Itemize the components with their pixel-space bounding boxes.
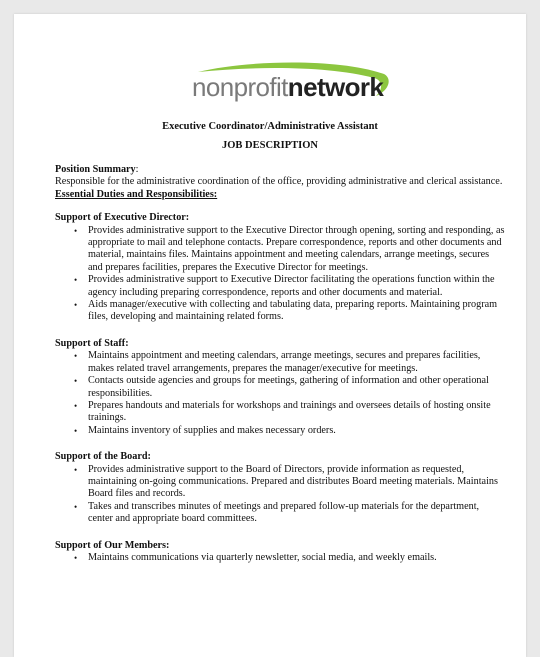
list-item	[55, 225, 505, 275]
essential-duties-heading: Essential Duties and Responsibilities:	[55, 188, 218, 200]
bullet-icon: •	[74, 552, 78, 563]
bullet-icon: •	[74, 225, 78, 236]
section-members	[55, 540, 505, 565]
bullet-icon: •	[74, 400, 78, 411]
section-heading: Support of Our Members:	[55, 539, 170, 551]
document-subtitle: JOB DESCRIPTION	[222, 140, 318, 151]
bullet-icon: •	[74, 425, 78, 436]
section-item-list	[55, 464, 505, 526]
list-item	[55, 375, 505, 400]
position-summary-heading	[55, 164, 505, 176]
nonprofit-network-logo	[178, 60, 398, 110]
list-item-text: Provides administrative support to the Board of Directors, provide information as requested, maintaining on-going communications. Prepared and distributes Board meeting materials. Maintains Board files and records.	[88, 463, 498, 500]
position-summary-label: Position Summary	[55, 164, 136, 175]
position-summary-colon: :	[135, 164, 139, 175]
list-item-text: Maintains communications via quarterly newsletter, social media, and weekly emails.	[88, 551, 437, 563]
list-item	[55, 464, 505, 501]
document-body	[55, 164, 505, 564]
section-item-list	[55, 552, 505, 564]
list-item	[55, 350, 505, 375]
list-item-text: Takes and transcribes minutes of meetings and prepared follow-up materials for the department, center and appropriate board committees.	[88, 500, 480, 525]
list-item-text: Maintains appointment and meeting calendars, arrange meetings, secures and prepares facilities, makes related travel arrangements, prepares the manager/executive for meetings.	[88, 350, 481, 374]
logo-wordmark	[192, 74, 383, 100]
bullet-icon: •	[74, 300, 78, 311]
bullet-icon: •	[74, 275, 78, 286]
list-item	[55, 501, 505, 526]
section-heading: Support of Executive Director:	[55, 212, 190, 224]
section-board	[55, 451, 505, 525]
list-item	[55, 425, 505, 437]
document-page	[14, 14, 526, 657]
list-item	[55, 400, 505, 425]
section-item-list	[55, 225, 505, 324]
list-item-text: Maintains inventory of supplies and makes necessary orders.	[88, 424, 336, 436]
list-item-text: Prepares handouts and materials for workshops and trainings and oversees details of hosting onsite trainings.	[88, 399, 491, 424]
bullet-icon: •	[74, 376, 78, 387]
section-staff	[55, 338, 505, 437]
list-item	[55, 552, 505, 564]
section-item-list	[55, 350, 505, 437]
bullet-icon: •	[74, 501, 78, 512]
logo-text-nonprofit: nonprofit	[192, 72, 288, 102]
list-item	[55, 274, 505, 299]
section-heading: Support of the Board:	[55, 451, 151, 463]
list-item	[55, 299, 505, 324]
section-executive-director	[55, 212, 505, 324]
section-heading: Support of Staff:	[55, 337, 129, 349]
list-item-text: Provides administrative support to Executive Director facilitating the operations function within the agency including preparing correspondence, reports and other documents and material.	[88, 274, 495, 298]
list-item-text: Contacts outside agencies and groups for meetings, gathering of information and other operational responsibilities.	[88, 375, 489, 399]
list-item-text: Aids manager/executive with collecting and tabulating data, preparing reports. Maintaining program files, developing and maintaining related forms.	[88, 299, 498, 323]
document-title: Executive Coordinator/Administrative Assistant	[162, 121, 378, 132]
logo-text-network: network	[287, 72, 384, 102]
bullet-icon: •	[74, 464, 78, 475]
position-summary-text: Responsible for the administrative coordination of the office, providing administrative and clerical assistance.	[55, 176, 503, 188]
list-item-text: Provides administrative support to the Executive Director through opening, sorting and responding, as appropriate to mail and telephone contacts. Prepare correspondence, reports and other documents and material, maintains files. Maintains appointment and meeting calendars, arrange meetings, secures and prepares facilities, prepares the Executive Director for meetings.	[88, 224, 505, 273]
bullet-icon: •	[74, 351, 78, 362]
